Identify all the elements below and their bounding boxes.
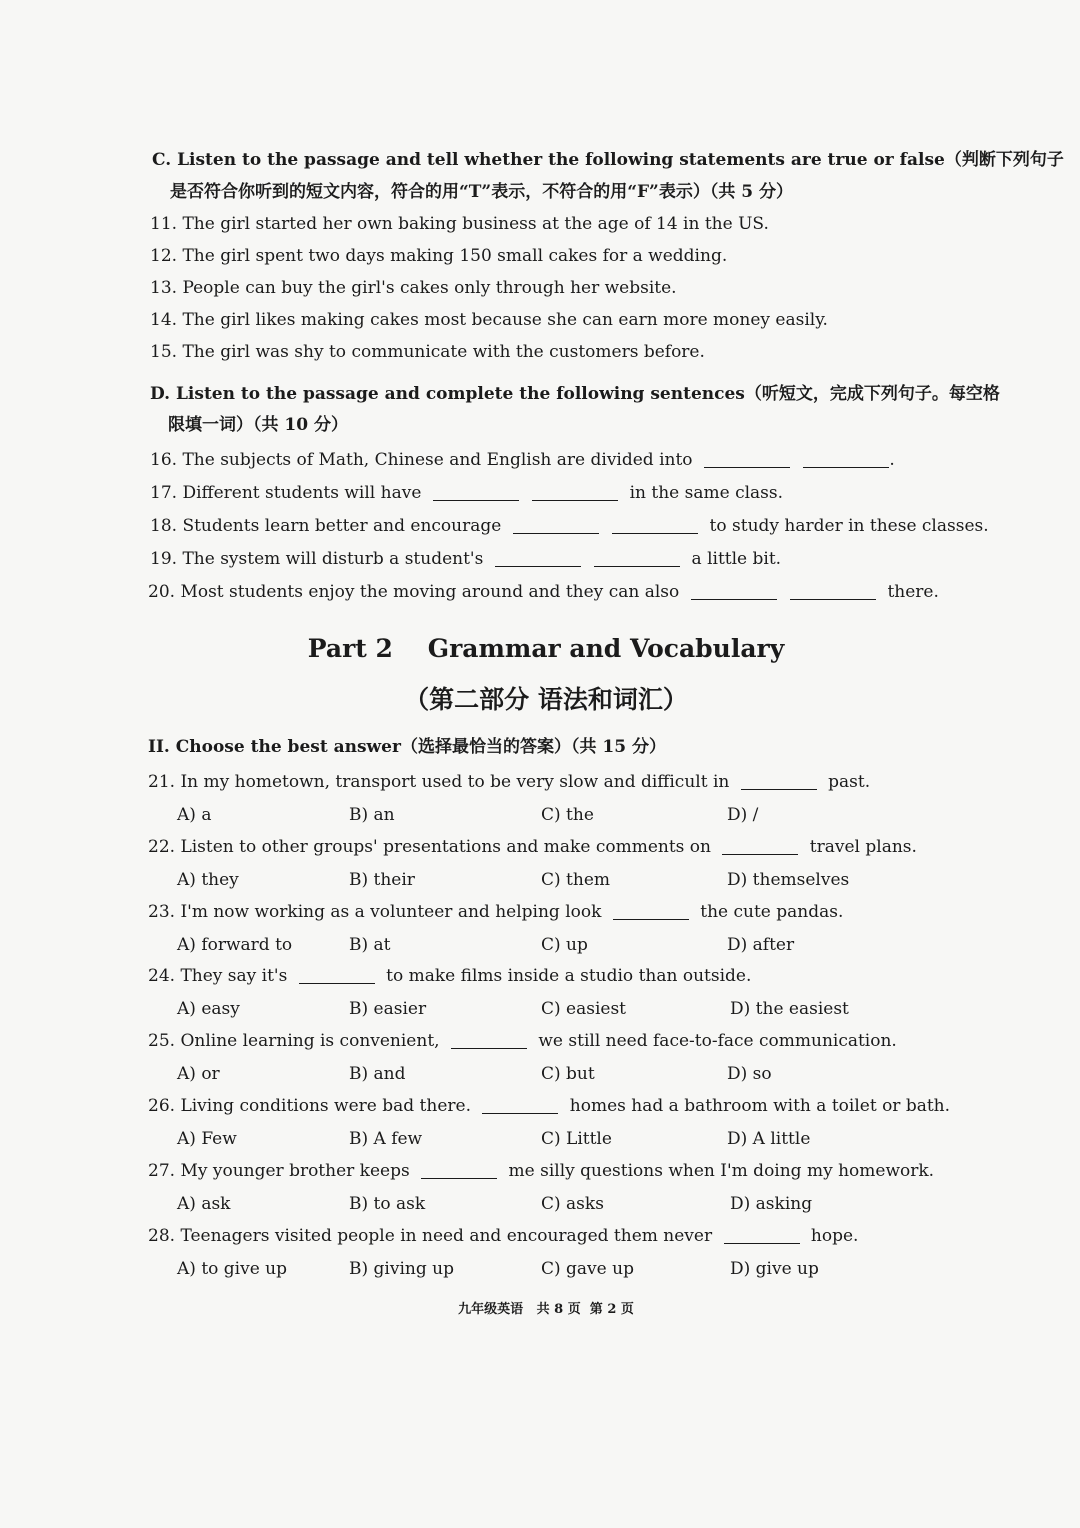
option-b[interactable]: B) easier: [349, 999, 427, 1019]
option-a[interactable]: A) they: [177, 870, 239, 890]
option-d[interactable]: D) themselves: [727, 870, 850, 890]
question-text: 26. Living conditions were bad there.: [148, 1096, 471, 1116]
question-text-end: we still need face-to-face communication.: [538, 1031, 897, 1051]
question-text-end: travel plans.: [809, 837, 917, 857]
page-footer: 九年级英语 共 8 页 第 2 页: [458, 1302, 634, 1317]
fill-sentence: [148, 582, 939, 602]
fill-sentence-text: 17. Different students will have: [150, 483, 422, 503]
statement-item: 12. The girl spent two days making 150 small cakes for a wedding.: [150, 246, 728, 266]
option-d[interactable]: D) give up: [730, 1259, 819, 1279]
answer-blank[interactable]: [532, 499, 618, 501]
option-c[interactable]: C) up: [541, 935, 588, 955]
option-c[interactable]: C) Little: [541, 1129, 612, 1149]
section-ii-heading: II. Choose the best answer（选择最恰当的答案）（共 15 分）: [148, 737, 666, 757]
option-c[interactable]: C) the: [541, 805, 594, 825]
statement-item: 13. People can buy the girl's cakes only through her website.: [150, 278, 677, 298]
option-b[interactable]: B) and: [349, 1064, 406, 1084]
answer-blank[interactable]: [594, 565, 680, 567]
fill-sentence-end: there.: [887, 582, 939, 602]
question-stem: [148, 1096, 950, 1116]
option-d[interactable]: D) /: [727, 805, 759, 825]
question-stem: [148, 1161, 934, 1181]
option-b[interactable]: B) their: [349, 870, 415, 890]
option-a[interactable]: A) to give up: [177, 1259, 288, 1279]
option-b[interactable]: B) to ask: [349, 1194, 426, 1214]
answer-blank[interactable]: [421, 1177, 497, 1179]
answer-blank[interactable]: [691, 598, 777, 600]
section-d-heading-line2: 限填一词）（共 10 分）: [168, 415, 348, 435]
option-d[interactable]: D) so: [727, 1064, 772, 1084]
question-stem: [148, 1031, 897, 1051]
question-text: 21. In my hometown, transport used to be very slow and difficult in: [148, 772, 730, 792]
fill-sentence-text: 20. Most students enjoy the moving around and they can also: [148, 582, 680, 602]
question-text-end: past.: [828, 772, 871, 792]
question-text-end: hope.: [810, 1226, 859, 1246]
question-text: 22. Listen to other groups' presentations and make comments on: [148, 837, 711, 857]
option-c[interactable]: C) but: [541, 1064, 595, 1084]
question-text: 27. My younger brother keeps: [148, 1161, 410, 1181]
fill-sentence-text: 16. The subjects of Math, Chinese and English are divided into: [150, 450, 693, 470]
section-c-heading-line1: C. Listen to the passage and tell whether the following statements are true or false（判断下列句子: [152, 150, 1064, 170]
answer-blank[interactable]: [724, 1242, 800, 1244]
section-c-heading-line2: 是否符合你听到的短文内容，符合的用“T”表示，不符合的用“F”表示）（共 5 分）: [170, 182, 793, 202]
option-c[interactable]: C) them: [541, 870, 611, 890]
option-c[interactable]: C) gave up: [541, 1259, 634, 1279]
question-stem: [148, 966, 751, 986]
question-text-end: me silly questions when I'm doing my homework.: [508, 1161, 935, 1181]
option-b[interactable]: B) giving up: [349, 1259, 454, 1279]
statement-item: 15. The girl was shy to communicate with the customers before.: [150, 342, 705, 362]
fill-sentence-end: .: [889, 450, 895, 470]
part2-subtitle: （第二部分 语法和词汇）: [404, 685, 688, 714]
section-d-heading-line1: D. Listen to the passage and complete the following sentences（听短文，完成下列句子。每空格: [150, 384, 1000, 404]
answer-blank[interactable]: [482, 1112, 558, 1114]
answer-blank[interactable]: [451, 1047, 527, 1049]
option-a[interactable]: A) easy: [177, 999, 240, 1019]
option-a[interactable]: A) forward to: [177, 935, 293, 955]
option-d[interactable]: D) after: [727, 935, 795, 955]
fill-sentence: [150, 450, 895, 470]
answer-blank[interactable]: [612, 532, 698, 534]
option-c[interactable]: C) asks: [541, 1194, 604, 1214]
fill-sentence: [150, 483, 783, 503]
answer-blank[interactable]: [790, 598, 876, 600]
option-c[interactable]: C) easiest: [541, 999, 627, 1019]
option-d[interactable]: D) A little: [727, 1129, 811, 1149]
answer-blank[interactable]: [495, 565, 581, 567]
answer-blank[interactable]: [741, 788, 817, 790]
question-text-end: the cute pandas.: [700, 902, 844, 922]
fill-sentence-end: in the same class.: [629, 483, 784, 503]
fill-sentence: [150, 549, 781, 569]
option-a[interactable]: A) a: [177, 805, 212, 825]
statement-item: 14. The girl likes making cakes most because she can earn more money easily.: [150, 310, 828, 330]
answer-blank[interactable]: [803, 466, 889, 468]
option-b[interactable]: B) at: [349, 935, 391, 955]
fill-sentence-end: to study harder in these classes.: [709, 516, 989, 536]
fill-sentence-end: a little bit.: [691, 549, 782, 569]
statement-item: 11. The girl started her own baking business at the age of 14 in the US.: [150, 214, 769, 234]
answer-blank[interactable]: [613, 918, 689, 920]
question-text: 25. Online learning is convenient,: [148, 1031, 440, 1051]
question-text-end: to make films inside a studio than outside.: [386, 966, 752, 986]
fill-sentence: [150, 516, 989, 536]
answer-blank[interactable]: [513, 532, 599, 534]
option-a[interactable]: A) ask: [177, 1194, 231, 1214]
answer-blank[interactable]: [722, 853, 798, 855]
option-a[interactable]: A) or: [177, 1064, 220, 1084]
question-text: 24. They say it's: [148, 966, 288, 986]
fill-sentence-text: 19. The system will disturb a student's: [150, 549, 484, 569]
question-text: 23. I'm now working as a volunteer and helping look: [148, 902, 602, 922]
option-a[interactable]: A) Few: [177, 1129, 237, 1149]
answer-blank[interactable]: [433, 499, 519, 501]
question-stem: [148, 837, 917, 857]
option-b[interactable]: B) A few: [349, 1129, 423, 1149]
option-d[interactable]: D) the easiest: [730, 999, 849, 1019]
answer-blank[interactable]: [704, 466, 790, 468]
option-b[interactable]: B) an: [349, 805, 395, 825]
option-d[interactable]: D) asking: [730, 1194, 813, 1214]
question-text: 28. Teenagers visited people in need and encouraged them never: [148, 1226, 713, 1246]
answer-blank[interactable]: [299, 982, 375, 984]
fill-sentence-text: 18. Students learn better and encourage: [150, 516, 502, 536]
question-stem: [148, 772, 870, 792]
question-stem: [148, 902, 843, 922]
question-text-end: homes had a bathroom with a toilet or bath.: [569, 1096, 951, 1116]
question-stem: [148, 1226, 858, 1246]
part2-title: Part 2 Grammar and Vocabulary: [307, 634, 785, 663]
